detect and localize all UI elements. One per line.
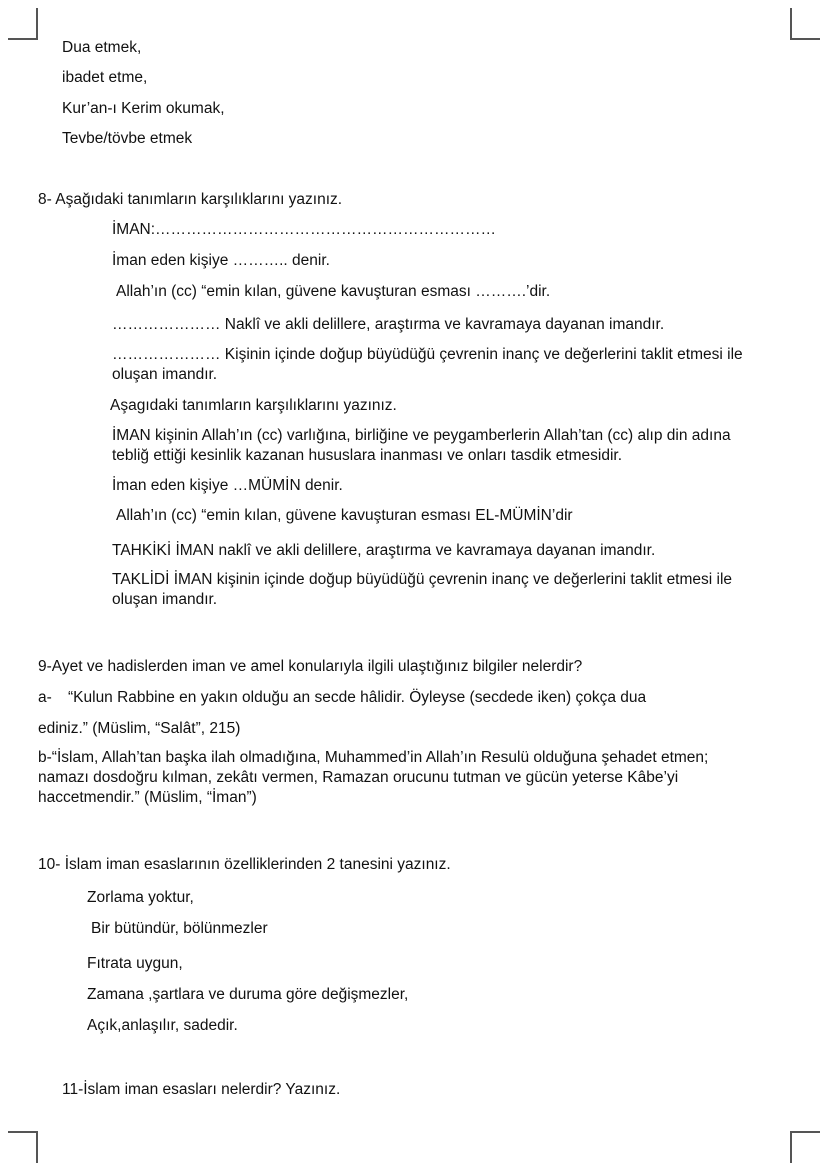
blank-taklidi: ………………… Kişinin içinde doğup büyüdüğü çevrenin inanç ve değerlerini taklit etmesi ile bbox=[112, 346, 743, 363]
corner-mark-bottom-right-v bbox=[790, 1131, 792, 1163]
answer-a-text-cont: ediniz.” (Müslim, “Salât”, 215) bbox=[38, 720, 241, 737]
corner-mark-bottom-left-h bbox=[8, 1131, 38, 1133]
list-item: Açık,anlaşılır, sadedir. bbox=[87, 1017, 238, 1034]
list-item: Zorlama yoktur, bbox=[87, 889, 194, 906]
list-item: Kur’an-ı Kerim okumak, bbox=[62, 100, 225, 117]
answer-b-line: b-“İslam, Allah’tan başka ilah olmadığına, Muhammed’in Allah’ın Resulü olduğuna şehadet etmen; bbox=[38, 749, 709, 766]
question-11-title: 11-İslam iman esasları nelerdir? Yazınız. bbox=[62, 1081, 341, 1098]
answer-b-line: haccetmendir.” (Müslim, “İman”) bbox=[38, 789, 257, 806]
answer-a-label: a- bbox=[38, 689, 52, 706]
answer-line: TAHKİKİ İMAN naklî ve akli delillere, araştırma ve kavramaya dayanan imandır. bbox=[112, 542, 656, 559]
list-item: Bir bütündür, bölünmezler bbox=[91, 920, 268, 937]
list-item: Dua etmek, bbox=[62, 39, 142, 56]
corner-mark-top-right-v bbox=[790, 8, 792, 40]
list-item: Tevbe/tövbe etmek bbox=[62, 130, 193, 147]
answer-line: oluşan imandır. bbox=[112, 591, 218, 608]
blank-esma: Allah’ın (cc) “emin kılan, güvene kavuşturan esması ……….’dir. bbox=[116, 283, 551, 300]
answer-line: tebliğ ettiği kesinlik kazanan hususlara inanması ve onları tasdik etmesidir. bbox=[112, 447, 623, 464]
blank-iman: İMAN:………………………………………………………… bbox=[112, 221, 497, 238]
answer-a-text: “Kulun Rabbine en yakın olduğu an secde hâlidir. Öyleyse (secdede iken) çokça dua bbox=[68, 689, 647, 706]
list-item: Fıtrata uygun, bbox=[87, 955, 183, 972]
corner-mark-top-left-v bbox=[36, 8, 38, 40]
answer-b-line: namazı dosdoğru kılman, zekâtı vermen, Ramazan orucunu tutman ve gücün yeterse Kâbe’yi bbox=[38, 769, 679, 786]
answer-title: Aşagıdaki tanımların karşılıklarını yazınız. bbox=[110, 397, 397, 414]
question-9-title: 9-Ayet ve hadislerden iman ve amel konularıyla ilgili ulaştığınız bilgiler nelerdir? bbox=[38, 658, 583, 675]
blank-taklidi-cont: oluşan imandır. bbox=[112, 366, 218, 383]
question-8-title: 8- Aşağıdaki tanımların karşılıklarını yazınız. bbox=[38, 191, 343, 208]
answer-line: İMAN kişinin Allah’ın (cc) varlığına, birliğine ve peygamberlerin Allah’tan (cc) alıp din adına bbox=[112, 427, 731, 444]
corner-mark-bottom-right-h bbox=[790, 1131, 820, 1133]
list-item: Zamana ,şartlara ve duruma göre değişmezler, bbox=[87, 986, 409, 1003]
answer-line: İman eden kişiye …MÜMİN denir. bbox=[112, 477, 343, 494]
corner-mark-top-left-h bbox=[8, 38, 38, 40]
question-10-title: 10- İslam iman esaslarının özelliklerinden 2 tanesini yazınız. bbox=[38, 856, 451, 873]
blank-tahkiki: ………………… Naklî ve akli delillere, araştırma ve kavramaya dayanan imandır. bbox=[112, 316, 665, 333]
corner-mark-top-right-h bbox=[790, 38, 820, 40]
list-item: ibadet etme, bbox=[62, 69, 148, 86]
blank-mumin: İman eden kişiye ……….. denir. bbox=[112, 252, 330, 269]
corner-mark-bottom-left-v bbox=[36, 1131, 38, 1163]
answer-line: TAKLİDİ İMAN kişinin içinde doğup büyüdüğü çevrenin inanç ve değerlerini taklit etmesi ile bbox=[112, 571, 733, 588]
answer-line: Allah’ın (cc) “emin kılan, güvene kavuşturan esması EL-MÜMİN’dir bbox=[116, 507, 573, 524]
